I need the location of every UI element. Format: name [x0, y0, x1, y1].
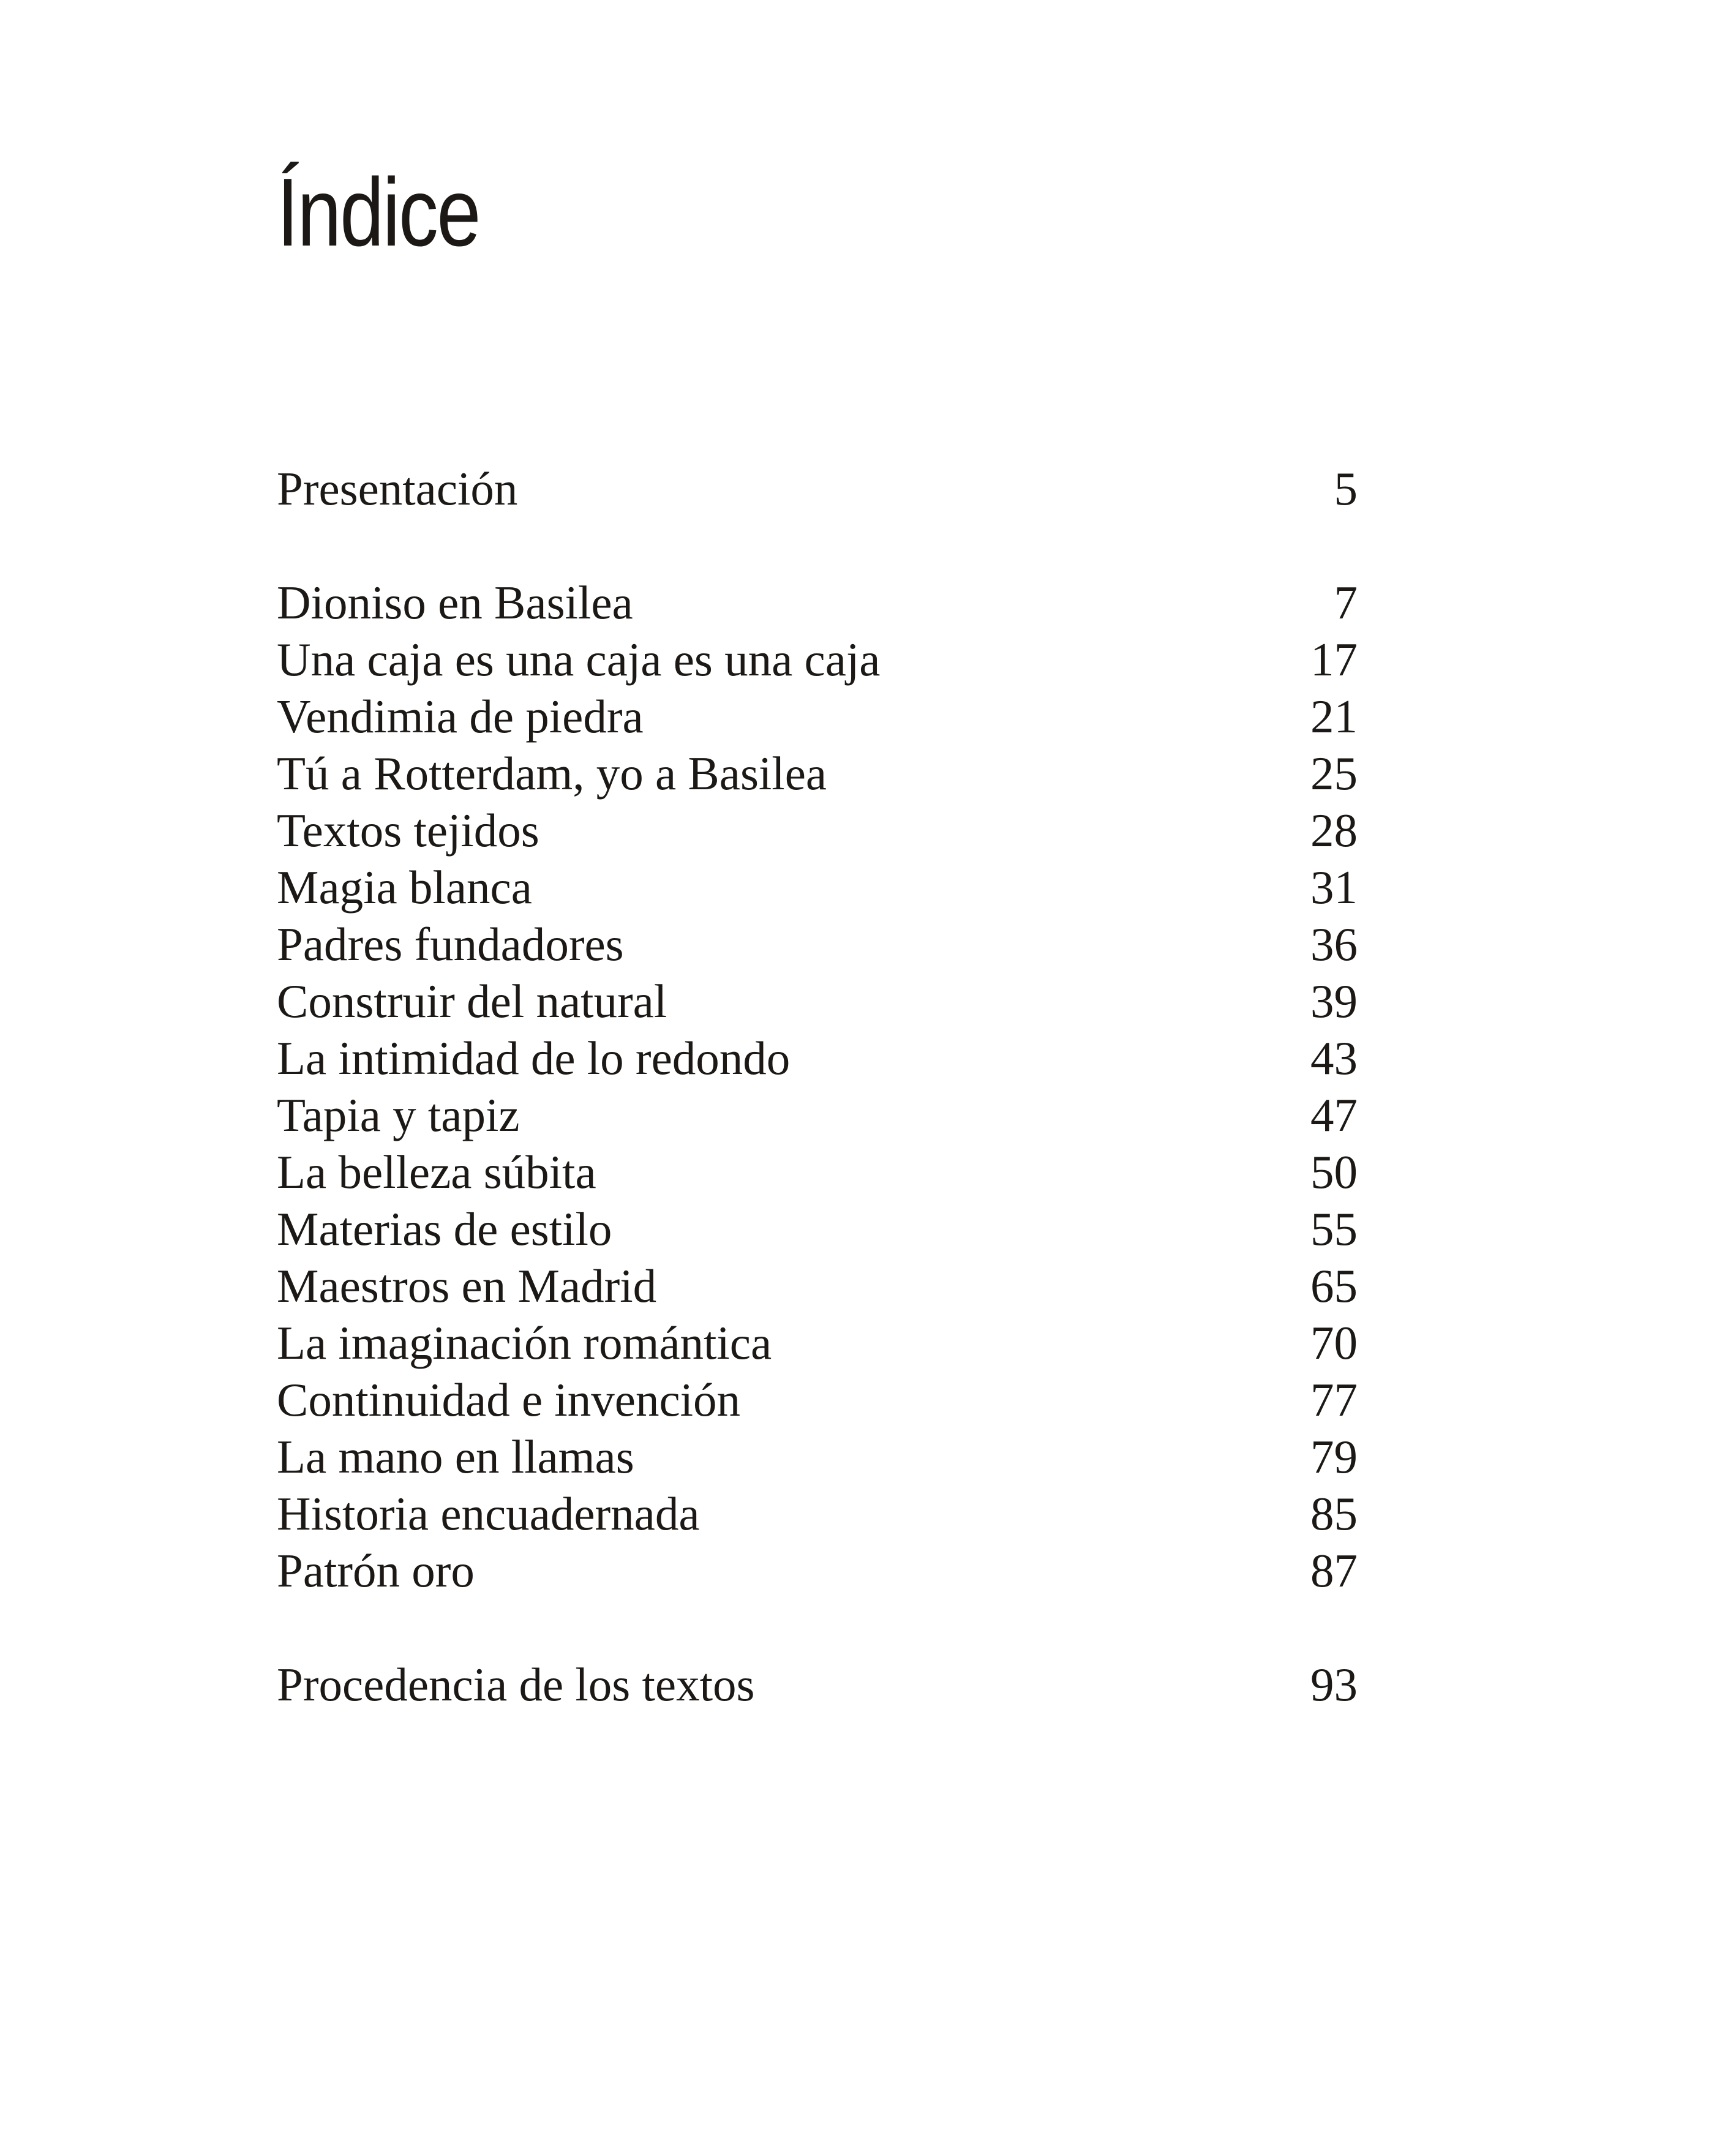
page-title: Índice [277, 159, 479, 266]
toc-section [277, 1656, 1358, 1713]
toc-entry [277, 460, 1358, 517]
toc-entry [277, 1656, 1358, 1713]
toc-entry [277, 1087, 1358, 1144]
toc-entry-title: Maestros en Madrid [277, 1260, 657, 1312]
toc-entry [277, 859, 1358, 916]
toc-entry-title: Textos tejidos [277, 804, 539, 857]
toc-entry-page-number: 65 [1310, 1260, 1358, 1312]
toc-entry-title: Presentación [277, 462, 518, 515]
toc-entry-title: Vendimia de piedra [277, 690, 644, 743]
toc-entry-title: La mano en llamas [277, 1430, 634, 1483]
toc-entry-title: Magia blanca [277, 861, 532, 914]
toc-entry [277, 1144, 1358, 1201]
toc-entry-page-number: 43 [1310, 1032, 1358, 1084]
toc-entry-page-number: 47 [1310, 1089, 1358, 1141]
toc-entry-page-number: 70 [1310, 1316, 1358, 1369]
toc-entry [277, 688, 1358, 745]
toc-entry-title: Continuidad e invención [277, 1373, 741, 1426]
toc-entry-page-number: 28 [1310, 804, 1358, 857]
toc-entry-page-number: 36 [1310, 918, 1358, 971]
toc-entry [277, 1030, 1358, 1087]
toc-entry-page-number: 87 [1310, 1544, 1358, 1597]
toc-entry [277, 745, 1358, 802]
toc-entry-page-number: 39 [1310, 975, 1358, 1027]
toc-entry [277, 574, 1358, 631]
toc-entry-page-number: 5 [1334, 462, 1358, 515]
toc-entry [277, 802, 1358, 859]
toc-entry-page-number: 25 [1310, 747, 1358, 800]
toc-entry [277, 1258, 1358, 1315]
toc-entry [277, 1429, 1358, 1485]
toc-entry-title: Tú a Rotterdam, yo a Basilea [277, 747, 827, 800]
toc-entry [277, 631, 1358, 688]
toc-entry-page-number: 79 [1310, 1430, 1358, 1483]
toc-entry [277, 1315, 1358, 1372]
toc-section [277, 574, 1358, 1599]
toc-entry [277, 1542, 1358, 1599]
toc-entry-page-number: 55 [1310, 1203, 1358, 1255]
toc-entry-title: La belleza súbita [277, 1146, 596, 1198]
toc-entry-title: Historia encuadernada [277, 1487, 700, 1540]
toc-entry-title: La imaginación romántica [277, 1316, 772, 1369]
toc-entry-page-number: 7 [1334, 576, 1358, 629]
toc-entry-title: Dioniso en Basilea [277, 576, 633, 629]
toc-entry-title: La intimidad de lo redondo [277, 1032, 791, 1084]
toc-entry [277, 916, 1358, 973]
toc-entry [277, 1372, 1358, 1429]
toc-entry [277, 1201, 1358, 1258]
toc-section [277, 460, 1358, 517]
toc-entry-page-number: 17 [1310, 633, 1358, 686]
toc-entry-title: Patrón oro [277, 1544, 475, 1597]
toc-entry-page-number: 85 [1310, 1487, 1358, 1540]
toc-entry-title: Procedencia de los textos [277, 1658, 755, 1711]
toc-entry-page-number: 50 [1310, 1146, 1358, 1198]
toc-entry-page-number: 31 [1310, 861, 1358, 914]
toc-entry-page-number: 21 [1310, 690, 1358, 743]
toc-entry-title: Materias de estilo [277, 1203, 612, 1255]
toc-entry-title: Una caja es una caja es una caja [277, 633, 881, 686]
toc-entry-title: Construir del natural [277, 975, 667, 1027]
toc-list [277, 460, 1358, 1713]
toc-entry [277, 1485, 1358, 1542]
toc-entry [277, 973, 1358, 1030]
toc-entry-title: Padres fundadores [277, 918, 624, 971]
toc-entry-page-number: 93 [1310, 1658, 1358, 1711]
toc-entry-page-number: 77 [1310, 1373, 1358, 1426]
toc-entry-title: Tapia y tapiz [277, 1089, 520, 1141]
